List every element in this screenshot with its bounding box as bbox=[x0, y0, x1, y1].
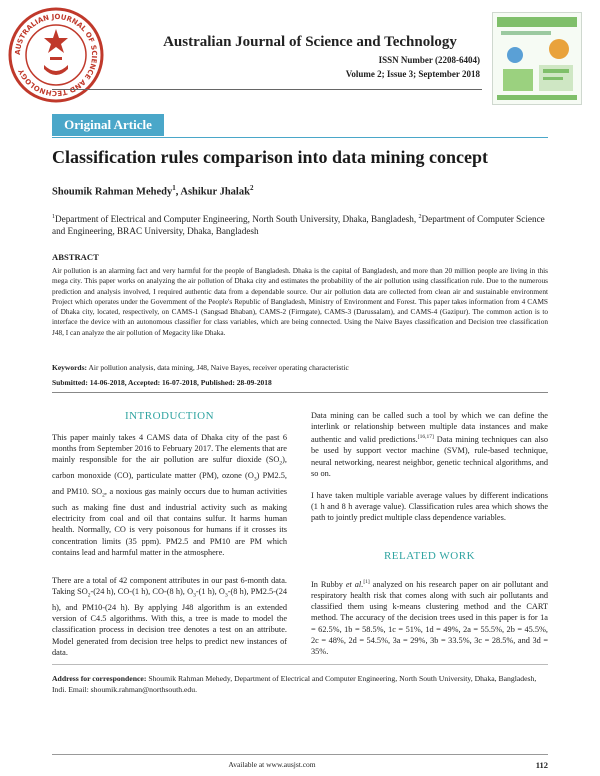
badge-divider bbox=[52, 137, 548, 138]
author-name: Ashikur Jhalak bbox=[180, 186, 250, 198]
intro-paragraph-1: This paper mainly takes 4 CAMS data of Dhaka city of the past 6 months from September 2016 to February 2017. The elements that are mainly responsible for the air pollution are sulfur dioxide $(SO_2)$, carbon monoxide (CO), particulate matter (PM), ozone $(O_3)$ PM2.5, and PM10. $SO_2$, a noxious gas mainly occurs due to human activities such as making fine dust and industrial activity such as making electricity from coal and oil that contains sulfur. It harms human health. Normally, CO is very poisonous for humans if it crosses its concentration limits (35 ppm). PM2.5 and PM10 are PM which contains lead and harmful matter in the atmosphere. bbox=[52, 433, 288, 557]
svg-text:AUSTRALIAN JOURNAL OF SCIENCE: AUSTRALIAN JOURNAL OF SCIENCE AND TECHNOLOGY bbox=[13, 12, 99, 98]
citation-link[interactable]: [1] bbox=[363, 579, 370, 585]
keywords: Keywords: Air pollution analysis, data mining, J48, Naive Bayes, receiver operating characteristic bbox=[52, 363, 349, 372]
affiliations: $^1$Department of Electrical and Computer Engineering, North South University, Dhaka, Bangladesh, $^2$Department of Computer Science and Engineering, BRAC University, Dhaka, Bangladesh bbox=[52, 214, 545, 237]
journal-cover-thumbnail-icon bbox=[492, 12, 582, 105]
footer-availability[interactable]: Available at www.ausjst.com bbox=[228, 760, 316, 769]
article-type-badge: Original Article bbox=[52, 114, 164, 136]
introduction-heading: INTRODUCTION bbox=[124, 410, 215, 422]
correspondence-divider bbox=[52, 664, 548, 665]
page-number: 112 bbox=[535, 760, 548, 770]
paper-title: Classification rules comparison into data mining concept bbox=[52, 147, 489, 167]
journal-title: Australian Journal of Science and Technology bbox=[163, 34, 457, 50]
issn-number: ISSN Number (2208-6404) bbox=[378, 55, 480, 65]
journal-logo bbox=[6, 5, 106, 105]
volume-issue: Volume 2; Issue 3; September 2018 bbox=[345, 69, 480, 79]
related-work-heading: RELATED WORK bbox=[383, 550, 476, 562]
submission-dates: Submitted: 14-06-2018, Accepted: 16-07-2018, Published: 28-09-2018 bbox=[52, 378, 272, 387]
intro-paragraph-4: I have taken multiple variable average values by different indications (1 h and 8 h average value). Classification rules area which shows the path to jointly predict multiple class dependence variables. bbox=[311, 491, 548, 523]
citation-link[interactable]: [16,17] bbox=[417, 434, 434, 441]
abstract-heading: ABSTRACT bbox=[52, 252, 99, 262]
author-line: Shoumik Rahman Mehedy$^1$, Ashikur Jhalak$^2$ bbox=[52, 184, 254, 198]
related-work-paragraph: In Rubby et al.[1] analyzed on his research paper on air pollutant and respiratory health risk that comes along with such air pollutants and classified them using k-means clustering method and the CART method. The accuracy of the decision trees used in this paper is for 1a = 62.5%, 1b = 58.5%, 1c = 51%, 1d = 49%, 2a = 55.5%, 2b = 45.5%, 2c = 48%, 2d = 54.5%, 3a = 29%, 3b = 33.5%, 3c = 28.5%, and 3d = 35%. bbox=[311, 579, 549, 656]
intro-paragraph-3: Data mining can be called such a tool by which we can define the interlink or relationship between multiple data instances and make authentic and valid predictions.[16,17] Data mining techniques can also be used by support vector machine (SVM), rule-based technique, neural networking, nearest neighbor, genetic technical algorithms, and so on. bbox=[311, 411, 548, 478]
author-name: Shoumik Rahman Mehedy bbox=[52, 186, 173, 198]
ajst-seal-logo-icon bbox=[6, 5, 106, 105]
correspondence-address: Address for correspondence: Shoumik Rahman Mehedy, Department of Electrical and Computer Engineering, North South University, Dhaka, Bangladesh, Indi. Email: shoumik.rahman@northsouth.edu. bbox=[52, 674, 537, 694]
intro-paragraph-2: There are a total of 42 component attributes in our past 6-month data. Taking $SO_2-(24$ h), CO-(1 h), CO-(8 h), $O_3-(1$ h), $O_3-(8$ h), PM2.5-(24 h), and PM10-(24 h). By applying J48 algorithm is an extended version of C4.5 algorithms. With this, a tree is made to model the classification process in decision tree denotes a test on an attribute. Model generated from decision tree helps to predict new instances of data. bbox=[52, 576, 287, 657]
footer-divider bbox=[52, 754, 548, 755]
abstract-text: Air pollution is an alarming fact and very harmful for the people of Bangladesh. Dhaka is the capital of Bangladesh, and more than 20 million people are living in this mega city. This paper works on analyzing the air pollution of Dhaka city and estimates the probability of the air pollution using classification rule. Due to the numerous prediction and analysis involved, I required authentic data from a dependable source. Our air pollution data are collected from clean air and sustainable environment Project which operates under the Government of the People's Republic of Bangladesh, Ministry of Environment and Forest. This paper takes information from 4 CAMS of Dhaka city, located, respectively, on CAMS-1 (Sangsad Bhaban), CAMS-2 (Firmgate), CAMS-3 (Darussalam), and CAMS-4 (Gazipur). The common action is to interface the device with an autonomous classifier for class variables, which are being connected. Using the Naive Bayes classification and Decision tree classification J48, I can analyze the air pollution of Megacity like Dhaka. bbox=[52, 266, 548, 337]
header-divider bbox=[52, 89, 482, 90]
section-divider bbox=[52, 392, 548, 393]
